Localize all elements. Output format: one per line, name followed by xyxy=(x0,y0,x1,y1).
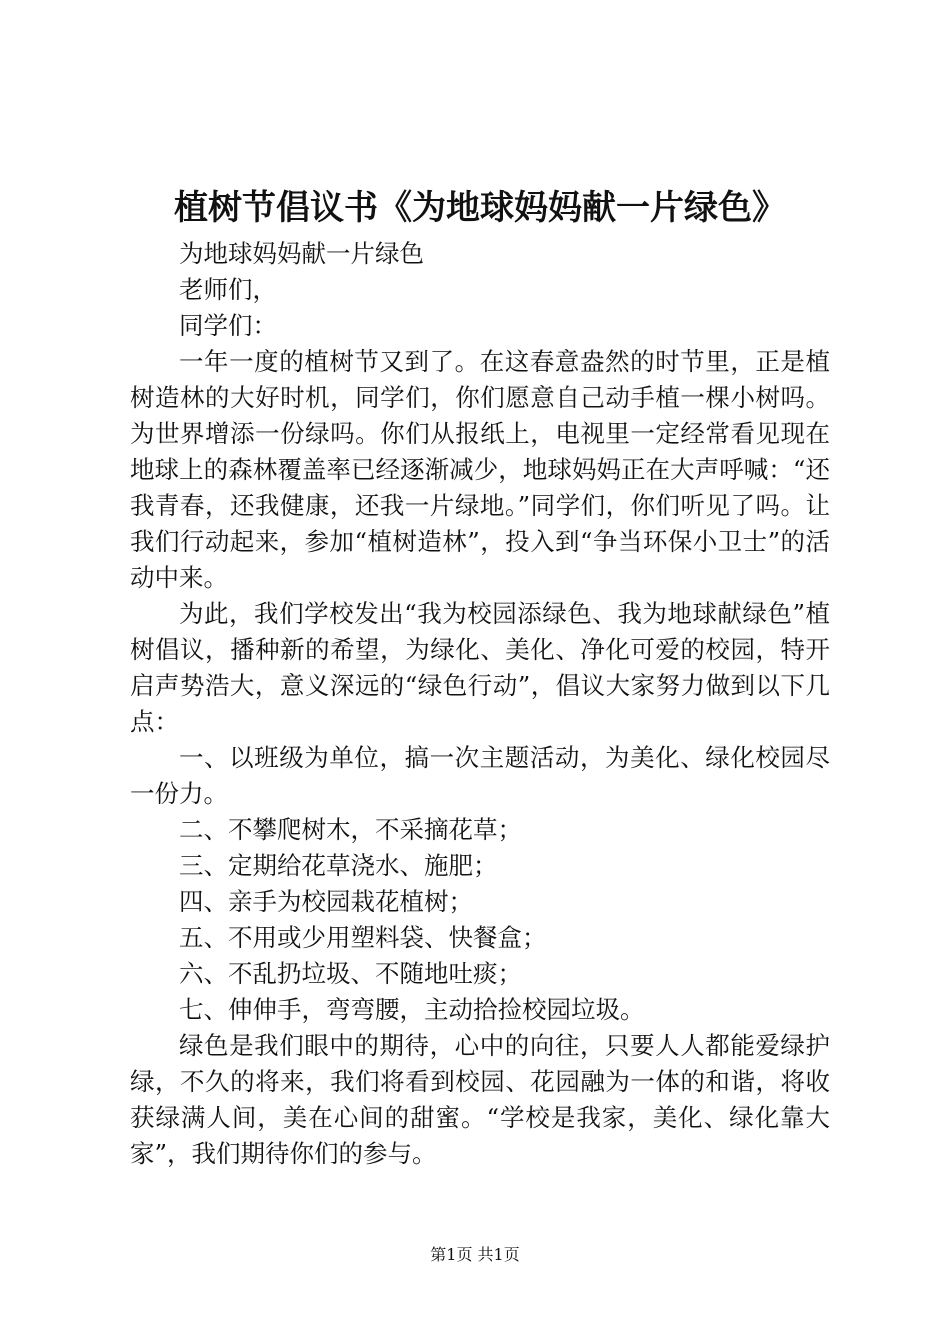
paragraph-intro: 一年一度的植树节又到了。在这春意盎然的时节里，正是植树造林的大好时机，同学们，你们愿意自己动手植一棵小树吗。为世界增添一份绿吗。你们从报纸上，电视里一定经常看见现在地球上的森林覆盖率已经逐渐减少，地球妈妈正在大声呼喊：“还我青春，还我健康，还我一片绿地。”同学们，你们听见了吗。让我们行动起来，参加“植树造林”，投入到“争当环保小卫士”的活动中来。 xyxy=(130,347,830,592)
list-item-3: 三、定期给花草浇水、施肥； xyxy=(179,851,498,880)
paragraph-closing: 绿色是我们眼中的期待，心中的向往，只要人人都能爱绿护绿，不久的将来，我们将看到校园、花园融为一体的和谐，将收获绿满人间，美在心间的甜蜜。“学校是我家，美化、绿化靠大家”，我们期待你们的参与。 xyxy=(130,1031,830,1168)
list-item-4: 四、亲手为校园栽花植树； xyxy=(179,887,473,916)
paragraph-proposal: 为此，我们学校发出“我为校园添绿色、我为地球献绿色”植树倡议，播种新的希望，为绿化、美化、净化可爱的校园，特开启声势浩大，意义深远的“绿色行动”，倡议大家努力做到以下几点： xyxy=(130,599,830,736)
list-item-6: 六、不乱扔垃圾、不随地吐痰； xyxy=(179,959,522,988)
list-item-5: 五、不用或少用塑料袋、快餐盒； xyxy=(179,923,547,952)
list-item-7: 七、伸伸手，弯弯腰，主动拾捡校园垃圾。 xyxy=(179,995,645,1024)
document-title: 植树节倡议书《为地球妈妈献一片绿色》 xyxy=(174,188,786,228)
paragraph-salutation-students: 同学们： xyxy=(179,311,277,340)
list-item-2: 二、不攀爬树木，不采摘花草； xyxy=(179,815,522,844)
paragraph-subtitle: 为地球妈妈献一片绿色 xyxy=(179,239,424,268)
page-number-footer: 第1页 共1页 xyxy=(430,1245,520,1264)
document-body xyxy=(130,236,830,1172)
paragraph-salutation-teachers: 老师们， xyxy=(179,275,277,304)
list-item-1: 一、以班级为单位，搞一次主题活动，为美化、绿化校园尽一份力。 xyxy=(130,743,830,808)
